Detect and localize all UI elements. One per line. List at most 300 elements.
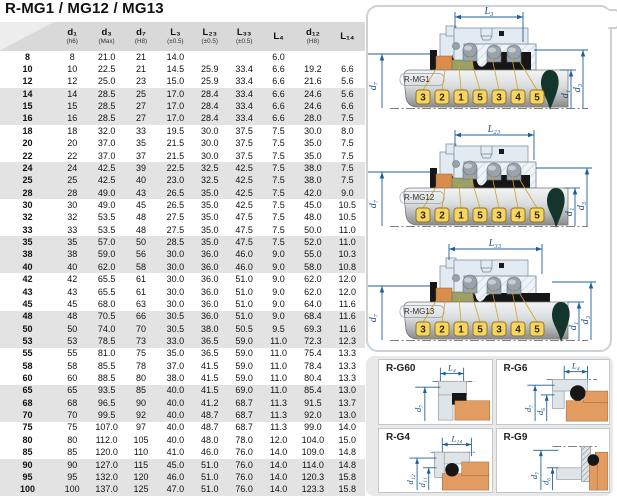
- row-size-cell: 42: [22, 274, 33, 285]
- value-cell: 37.5: [235, 125, 253, 136]
- value-cell: 46.0: [235, 249, 253, 260]
- value-cell: 13.0: [338, 410, 357, 421]
- value-cell: 7.5: [272, 125, 285, 136]
- table-row: [0, 113, 365, 125]
- value-cell: 78.5: [97, 335, 116, 346]
- value-cell: 62.0: [304, 274, 322, 285]
- table-row: [0, 484, 365, 496]
- column-header-L3: L₃ (±0.5): [167, 27, 184, 45]
- row-size-cell: 45: [22, 298, 33, 309]
- table-row: [0, 286, 365, 298]
- value-cell: 50: [67, 323, 78, 334]
- value-cell: 9.0: [272, 249, 285, 260]
- value-cell: 41.0: [166, 447, 185, 458]
- value-cell: 58: [67, 360, 78, 371]
- value-cell: 70.5: [97, 311, 116, 322]
- value-cell: 40: [135, 175, 146, 186]
- callout-number: 1: [458, 210, 464, 222]
- value-cell: 12.0: [338, 286, 357, 297]
- value-cell: 30.0: [166, 261, 185, 272]
- value-cell: 48.0: [304, 212, 322, 223]
- column-header-L14: L₁₄: [340, 30, 355, 42]
- value-cell: 25.9: [200, 76, 219, 87]
- column-header-d7: d₇ (H8): [134, 27, 148, 45]
- table-row: [0, 51, 365, 63]
- value-cell: 35.0: [304, 150, 322, 161]
- value-cell: 50.5: [235, 323, 253, 334]
- row-size-cell: 90: [22, 459, 33, 470]
- value-cell: 8.0: [341, 125, 354, 136]
- table-header-row: [0, 22, 365, 51]
- table-row: [0, 236, 365, 248]
- value-cell: 81.0: [97, 348, 116, 359]
- table-row: [0, 360, 365, 372]
- table-row: [0, 323, 365, 335]
- callout-number: 5: [477, 210, 483, 222]
- dim-label-L3: L₃: [484, 6, 494, 17]
- callout-number: 5: [477, 92, 483, 104]
- value-cell: 32.5: [200, 175, 219, 186]
- value-cell: 51.0: [200, 459, 219, 470]
- value-cell: 80.4: [304, 373, 322, 384]
- value-cell: 53.5: [97, 212, 116, 223]
- value-cell: 45: [67, 298, 78, 309]
- value-cell: 11.6: [338, 298, 356, 309]
- value-cell: 15.0: [338, 434, 357, 445]
- row-size-cell: 55: [22, 348, 33, 359]
- value-cell: 30.0: [304, 125, 322, 136]
- value-cell: 70: [135, 323, 146, 334]
- dim-label-d1: d₁: [568, 321, 579, 331]
- value-cell: 100: [64, 484, 80, 495]
- value-cell: 41.5: [200, 385, 219, 396]
- value-cell: 53.5: [97, 224, 116, 235]
- value-cell: 90: [67, 459, 78, 470]
- value-cell: 28.5: [97, 101, 116, 112]
- callout-number: 2: [439, 210, 445, 222]
- value-cell: 80: [135, 373, 146, 384]
- value-cell: 38.0: [304, 162, 322, 173]
- row-size-cell: 80: [22, 434, 33, 445]
- value-cell: 110: [133, 447, 149, 458]
- r-g6-drawing: [497, 360, 611, 424]
- value-cell: 28.0: [304, 113, 322, 124]
- row-size-cell: 70: [22, 410, 33, 421]
- value-cell: 40.0: [166, 410, 185, 421]
- value-cell: 37.0: [97, 150, 116, 161]
- value-cell: 26.5: [166, 199, 185, 210]
- value-cell: 33.4: [235, 113, 253, 124]
- card-title: R-G9: [503, 431, 528, 443]
- value-cell: 55: [67, 348, 78, 359]
- dim-label-d1: d₁: [564, 207, 575, 217]
- value-cell: 62.0: [97, 261, 116, 272]
- value-cell: 25: [135, 88, 146, 99]
- callout-number: 3: [496, 92, 502, 104]
- value-cell: 85: [135, 385, 146, 396]
- value-cell: 11.0: [270, 385, 287, 396]
- value-cell: 33.4: [235, 88, 253, 99]
- page-title: R-MG1 / MG12 / MG13: [5, 0, 164, 17]
- value-cell: 114.0: [302, 459, 324, 470]
- value-cell: 17.0: [166, 101, 185, 112]
- value-cell: 76.0: [235, 471, 253, 482]
- value-cell: 24.6: [304, 88, 322, 99]
- value-cell: 109.0: [301, 447, 325, 458]
- row-size-cell: 14: [22, 88, 33, 99]
- dim-label-d6: d₆: [540, 477, 551, 485]
- value-cell: 33.0: [166, 335, 185, 346]
- r-g60-drawing: [379, 360, 493, 424]
- card-title: R-G60: [386, 363, 416, 374]
- value-cell: 61: [135, 274, 146, 285]
- table-row: [0, 273, 365, 285]
- value-cell: 10.5: [338, 199, 357, 210]
- value-cell: 11.0: [338, 237, 356, 248]
- value-cell: 35.0: [200, 224, 219, 235]
- value-cell: 68.7: [235, 422, 253, 433]
- value-cell: 68.7: [235, 410, 253, 421]
- row-size-cell: 30: [22, 199, 33, 210]
- value-cell: 30.0: [166, 286, 185, 297]
- value-cell: 46.0: [235, 261, 253, 272]
- dim-label-L4: L₄: [571, 360, 580, 371]
- value-cell: 68.0: [97, 298, 116, 309]
- dim-label-L4: L₄: [448, 362, 456, 373]
- value-cell: 38.0: [304, 175, 322, 186]
- value-cell: 45.0: [166, 459, 185, 470]
- value-cell: 11.0: [270, 335, 287, 346]
- value-cell: 6.6: [272, 113, 285, 124]
- value-cell: 99.0: [304, 422, 322, 433]
- callout-number: 3: [496, 210, 502, 222]
- diagram-label: R-MG13: [404, 307, 435, 316]
- dim-label-d3: d₃: [572, 83, 583, 93]
- dim-label-L14: L₁₄: [451, 433, 463, 444]
- value-cell: 17.0: [166, 113, 185, 124]
- row-size-cell: 8: [24, 51, 30, 62]
- value-cell: 38.0: [166, 373, 185, 384]
- value-cell: 15.0: [166, 76, 185, 87]
- value-cell: 39: [135, 162, 146, 173]
- value-cell: 35.0: [166, 348, 185, 359]
- value-cell: 48.7: [200, 422, 219, 433]
- value-cell: 7.5: [272, 187, 285, 198]
- value-cell: 9.0: [272, 261, 285, 272]
- value-cell: 11.3: [270, 397, 287, 408]
- value-cell: 64.0: [304, 298, 322, 309]
- value-cell: 10.5: [338, 212, 357, 223]
- row-size-cell: 48: [22, 311, 33, 322]
- callout-number: 3: [420, 210, 426, 222]
- value-cell: 21.5: [166, 150, 185, 161]
- row-size-cell: 16: [22, 113, 33, 124]
- value-cell: 25: [67, 175, 78, 186]
- value-cell: 33.4: [235, 101, 253, 112]
- value-cell: 7.5: [341, 113, 354, 124]
- table-row: [0, 422, 365, 434]
- value-cell: 7.5: [341, 175, 354, 186]
- value-cell: 16: [67, 113, 78, 124]
- value-cell: 107.0: [95, 422, 118, 433]
- value-cell: 13.3: [338, 360, 357, 371]
- value-cell: 42.0: [304, 187, 322, 198]
- value-cell: 30.0: [166, 249, 185, 260]
- value-cell: 78.4: [304, 360, 322, 371]
- value-cell: 65.5: [97, 274, 116, 285]
- value-cell: 21.6: [304, 76, 322, 87]
- value-cell: 13.0: [338, 385, 357, 396]
- callout-number: 1: [458, 324, 464, 336]
- row-size-cell: 60: [22, 373, 33, 384]
- value-cell: 14.0: [338, 422, 357, 433]
- row-size-cell: 22: [22, 150, 33, 161]
- value-cell: 9.5: [272, 323, 285, 334]
- card-r-g9: [496, 428, 611, 494]
- table-row: [0, 447, 365, 459]
- value-cell: 37.5: [235, 150, 253, 161]
- value-cell: 78.0: [235, 434, 253, 445]
- callout-number: 1: [458, 92, 464, 104]
- callout-number: 4: [515, 324, 521, 336]
- row-size-cell: 75: [22, 422, 33, 433]
- value-cell: 42.5: [235, 162, 253, 173]
- value-cell: 50: [135, 237, 146, 248]
- value-cell: 6.6: [341, 101, 354, 112]
- value-cell: 115: [133, 459, 149, 470]
- value-cell: 40: [67, 261, 78, 272]
- value-cell: 30.0: [200, 125, 219, 136]
- value-cell: 73: [135, 335, 146, 346]
- table-body: [0, 51, 365, 496]
- callout-number: 2: [439, 324, 445, 336]
- value-cell: 52.0: [304, 237, 322, 248]
- row-size-cell: 12: [22, 76, 33, 87]
- value-cell: 30.5: [166, 323, 185, 334]
- value-cell: 25.0: [97, 76, 116, 87]
- value-cell: 11.0: [270, 373, 287, 384]
- value-cell: 91.5: [304, 397, 322, 408]
- value-cell: 41.5: [200, 360, 219, 371]
- value-cell: 50.0: [304, 224, 322, 235]
- value-cell: 32.5: [200, 162, 219, 173]
- value-cell: 7.5: [272, 175, 285, 186]
- value-cell: 93.5: [97, 385, 116, 396]
- value-cell: 49.0: [97, 199, 116, 210]
- table-corner-cell: [0, 22, 55, 51]
- value-cell: 22.5: [166, 162, 185, 173]
- value-cell: 48: [67, 311, 78, 322]
- table-row: [0, 409, 365, 421]
- value-cell: 41.5: [200, 373, 219, 384]
- value-cell: 120.3: [301, 471, 325, 482]
- value-cell: 92.0: [304, 410, 322, 421]
- table-row: [0, 471, 365, 483]
- value-cell: 58: [135, 261, 146, 272]
- value-cell: 55.0: [304, 249, 322, 260]
- value-cell: 37.0: [166, 360, 185, 371]
- value-cell: 53: [67, 335, 78, 346]
- value-cell: 9.0: [272, 274, 285, 285]
- value-cell: 21.0: [97, 51, 116, 62]
- value-cell: 42: [67, 274, 78, 285]
- value-cell: 72.3: [304, 335, 322, 346]
- value-cell: 24.6: [304, 101, 322, 112]
- seal-diagrams: [364, 4, 612, 352]
- row-size-cell: 18: [22, 125, 33, 136]
- row-size-cell: 35: [22, 237, 33, 248]
- value-cell: 42.5: [97, 162, 116, 173]
- dim-label-d1: d₁: [560, 89, 571, 99]
- value-cell: 75: [135, 348, 146, 359]
- value-cell: 28.5: [97, 113, 116, 124]
- value-cell: 47.0: [166, 484, 185, 495]
- r-g4-drawing: [379, 429, 493, 493]
- value-cell: 9.0: [272, 311, 285, 322]
- callout-number: 4: [515, 92, 521, 104]
- value-cell: 80: [67, 434, 78, 445]
- value-cell: 123.3: [301, 484, 325, 495]
- value-cell: 13.3: [338, 348, 357, 359]
- value-cell: 6.6: [272, 76, 285, 87]
- value-cell: 51.0: [235, 298, 253, 309]
- value-cell: 23.0: [166, 175, 185, 186]
- row-size-cell: 20: [22, 138, 33, 149]
- value-cell: 35.0: [200, 237, 219, 248]
- value-cell: 10.8: [338, 261, 357, 272]
- row-size-cell: 58: [22, 360, 33, 371]
- value-cell: 30: [67, 199, 78, 210]
- value-cell: 69.0: [235, 385, 253, 396]
- value-cell: 30.0: [166, 274, 185, 285]
- card-r-g4: [378, 428, 493, 494]
- value-cell: 88.5: [97, 373, 116, 384]
- value-cell: 6.6: [272, 88, 285, 99]
- value-cell: 9.0: [272, 286, 285, 297]
- row-size-cell: 95: [22, 471, 33, 482]
- value-cell: 21: [135, 64, 146, 75]
- value-cell: 42.5: [235, 199, 253, 210]
- value-cell: 15.8: [338, 471, 357, 482]
- table-row: [0, 162, 365, 174]
- table-row: [0, 199, 365, 211]
- value-cell: 48: [135, 212, 146, 223]
- table-row: [0, 125, 365, 137]
- value-cell: 5.6: [341, 76, 354, 87]
- value-cell: 27.5: [166, 212, 185, 223]
- value-cell: 40.0: [166, 397, 185, 408]
- card-r-g60: [378, 359, 493, 425]
- value-cell: 51.0: [235, 311, 253, 322]
- value-cell: 37.5: [235, 138, 253, 149]
- value-cell: 65: [67, 385, 78, 396]
- value-cell: 28: [67, 187, 78, 198]
- value-cell: 27: [135, 101, 146, 112]
- value-cell: 85.4: [304, 385, 322, 396]
- value-cell: 68: [67, 397, 78, 408]
- diagram-r-mg1: [368, 6, 588, 110]
- table-row: [0, 249, 365, 261]
- row-size-cell: 33: [22, 224, 33, 235]
- callout-number: 5: [534, 92, 540, 104]
- value-cell: 76.0: [235, 447, 253, 458]
- row-size-cell: 53: [22, 335, 33, 346]
- table-row: [0, 88, 365, 100]
- value-cell: 11.6: [338, 323, 356, 334]
- table-row: [0, 298, 365, 310]
- value-cell: 35.0: [200, 212, 219, 223]
- dimension-table: [0, 22, 365, 496]
- row-size-cell: 40: [22, 261, 33, 272]
- row-size-cell: 15: [22, 101, 33, 112]
- table-row: [0, 100, 365, 112]
- card-title: R-G6: [503, 363, 528, 374]
- value-cell: 15: [67, 101, 78, 112]
- value-cell: 47.5: [235, 212, 253, 223]
- value-cell: 33: [67, 224, 78, 235]
- value-cell: 11.0: [270, 360, 287, 371]
- value-cell: 32.0: [97, 125, 116, 136]
- value-cell: 56: [135, 249, 146, 260]
- value-cell: 66: [135, 311, 146, 322]
- column-header-L4: L₄: [273, 30, 284, 42]
- row-size-cell: 50: [22, 323, 33, 334]
- column-header-L23: L₂₃ (±0.5): [201, 27, 218, 45]
- value-cell: 42.5: [235, 187, 253, 198]
- value-cell: 11.0: [338, 224, 356, 235]
- card-r-g6: [496, 359, 611, 425]
- row-size-cell: 43: [22, 286, 33, 297]
- value-cell: 7.5: [272, 150, 285, 161]
- value-cell: 32: [67, 212, 78, 223]
- value-cell: 99.5: [97, 410, 116, 421]
- value-cell: 59.0: [235, 373, 253, 384]
- row-size-cell: 65: [22, 385, 33, 396]
- table-row: [0, 150, 365, 162]
- value-cell: 75.4: [304, 348, 322, 359]
- table-row: [0, 459, 365, 471]
- value-cell: 36.5: [200, 335, 219, 346]
- value-cell: 11.0: [270, 348, 287, 359]
- table-row: [0, 224, 365, 236]
- value-cell: 14.0: [269, 447, 288, 458]
- value-cell: 8: [69, 51, 75, 62]
- diagram-label: R-MG12: [404, 193, 435, 202]
- table-row: [0, 212, 365, 224]
- value-cell: 38.0: [200, 323, 219, 334]
- value-cell: 28.4: [200, 113, 219, 124]
- value-cell: 14: [67, 88, 78, 99]
- value-cell: 92: [135, 410, 146, 421]
- value-cell: 36.0: [200, 286, 219, 297]
- value-cell: 127.0: [95, 459, 118, 470]
- row-size-cell: 68: [22, 397, 33, 408]
- dim-label-d12: d₁₂: [405, 473, 416, 485]
- dim-label-L23: L₂₃: [487, 124, 501, 135]
- value-cell: 7.5: [341, 138, 354, 149]
- diagram-label: R-MG1: [404, 75, 430, 84]
- value-cell: 45.0: [304, 199, 322, 210]
- value-cell: 42.5: [97, 175, 116, 186]
- value-cell: 19.5: [166, 125, 185, 136]
- value-cell: 30.5: [166, 311, 185, 322]
- row-size-cell: 100: [19, 484, 36, 495]
- value-cell: 76.0: [235, 484, 253, 495]
- value-cell: 37.0: [97, 138, 116, 149]
- table-row: [0, 63, 365, 75]
- dim-label-d7: d₇: [368, 313, 379, 323]
- value-cell: 22.5: [97, 64, 116, 75]
